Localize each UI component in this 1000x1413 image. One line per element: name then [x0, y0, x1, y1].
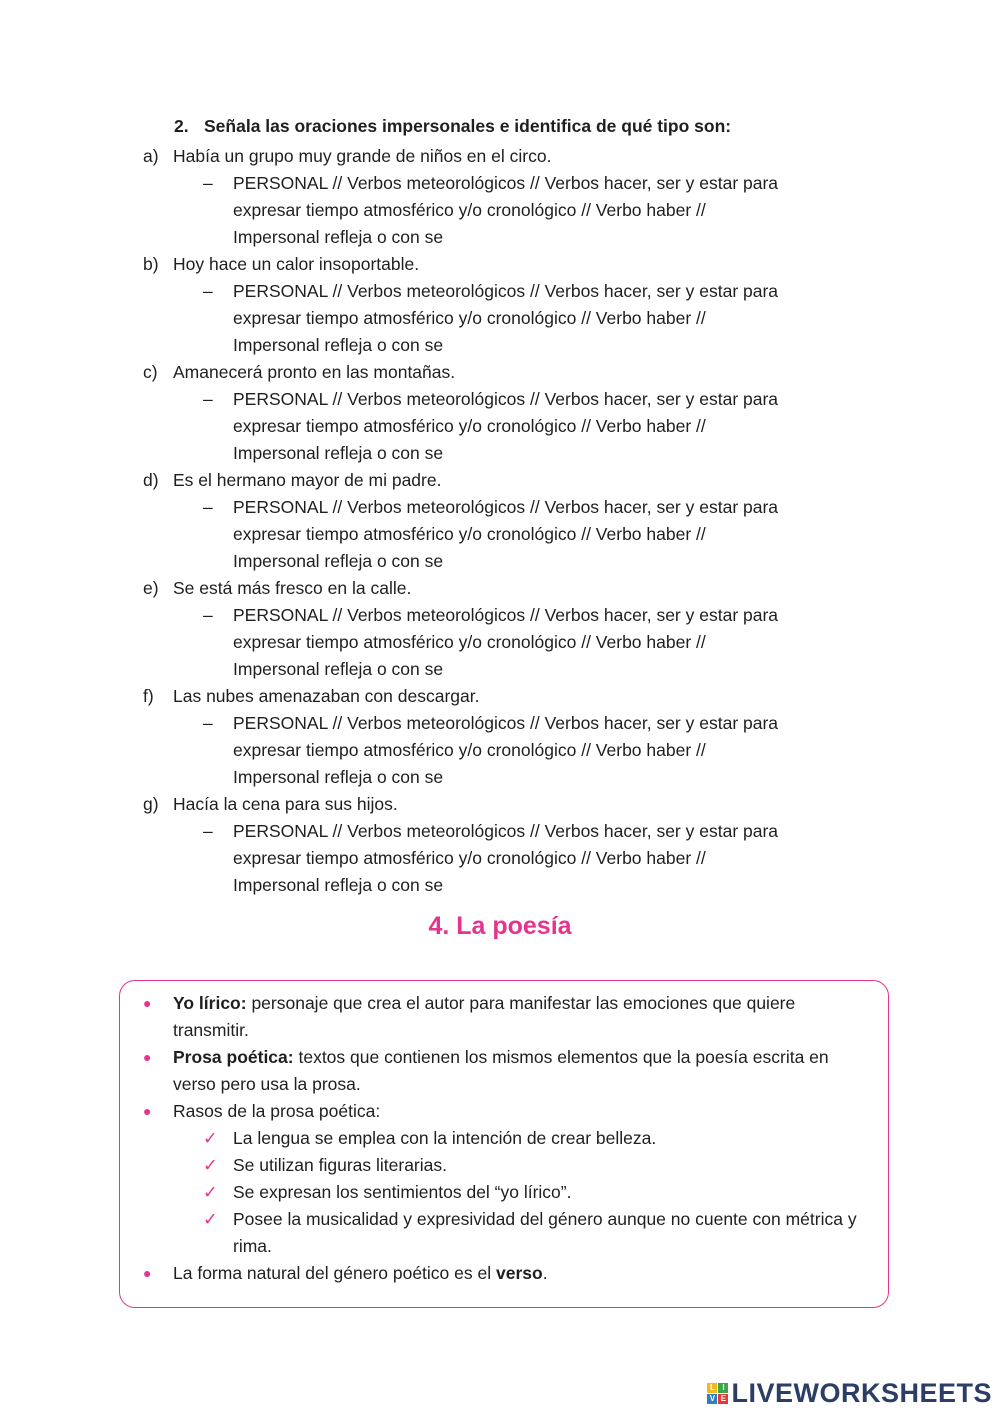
list-item: [143, 143, 863, 251]
bullet-item: ● Prosa poética: textos que contienen los mismos elementos que la poesía escrita en verso pero usa la prosa.: [143, 1044, 863, 1098]
item-options[interactable]: – PERSONAL // Verbos meteorológicos // Verbos hacer, ser y estar para expresar tiempo atmosférico y/o cronológico // Verbo haber // Impersonal refleja o con se: [203, 821, 779, 895]
item-sentence: Se está más fresco en la calle.: [173, 578, 412, 598]
bullet-item: ● Rasos de la prosa poética:: [143, 1098, 863, 1125]
list-item: [143, 359, 863, 467]
item-options[interactable]: – PERSONAL // Verbos meteorológicos // Verbos hacer, ser y estar para expresar tiempo atmosférico y/o cronológico // Verbo haber // Impersonal refleja o con se: [203, 173, 779, 247]
bullet-icon: ●: [143, 1049, 152, 1065]
item-letter: f): [143, 686, 154, 706]
checkmark-icon: ✓: [203, 1209, 218, 1229]
list-item: [143, 791, 863, 899]
check-item: ✓ La lengua se emplea con la intención de crear belleza.: [143, 1125, 863, 1152]
list-item: [143, 251, 863, 359]
bullet-icon: ●: [143, 1265, 152, 1281]
bullet-icon: ●: [143, 995, 152, 1011]
item-options[interactable]: – PERSONAL // Verbos meteorológicos // Verbos hacer, ser y estar para expresar tiempo atmosférico y/o cronológico // Verbo haber // Impersonal refleja o con se: [203, 281, 779, 355]
item-options[interactable]: – PERSONAL // Verbos meteorológicos // Verbos hacer, ser y estar para expresar tiempo atmosférico y/o cronológico // Verbo haber // Impersonal refleja o con se: [203, 605, 779, 679]
checkmark-icon: ✓: [203, 1128, 218, 1148]
item-sentence: Hacía la cena para sus hijos.: [173, 794, 398, 814]
item-options[interactable]: – PERSONAL // Verbos meteorológicos // Verbos hacer, ser y estar para expresar tiempo atmosférico y/o cronológico // Verbo haber // Impersonal refleja o con se: [203, 713, 779, 787]
exercise-title: [174, 116, 731, 137]
item-letter: g): [143, 794, 159, 814]
item-sentence: Es el hermano mayor de mi padre.: [173, 470, 442, 490]
exercise-items: [143, 143, 863, 899]
item-letter: c): [143, 362, 158, 382]
exercise-number: 2.: [174, 116, 189, 136]
list-item: [143, 467, 863, 575]
bullet-item: ● Yo lírico: personaje que crea el autor para manifestar las emociones que quiere transmitir.: [143, 990, 863, 1044]
item-letter: b): [143, 254, 159, 274]
item-options[interactable]: – PERSONAL // Verbos meteorológicos // Verbos hacer, ser y estar para expresar tiempo atmosférico y/o cronológico // Verbo haber // Impersonal refleja o con se: [203, 497, 779, 571]
item-letter: d): [143, 470, 159, 490]
list-item: [143, 683, 863, 791]
item-letter: a): [143, 146, 159, 166]
bullet-icon: ●: [143, 1103, 152, 1119]
logo-text: LIVEWORKSHEETS: [731, 1378, 992, 1408]
term: verso: [495, 1263, 543, 1283]
checkmark-icon: ✓: [203, 1155, 218, 1175]
item-letter: e): [143, 578, 159, 598]
exercise-title-text: Señala las oraciones impersonales e identifica de qué tipo son:: [204, 116, 732, 136]
bullet-item: ● La forma natural del género poético es el verso.: [143, 1260, 863, 1287]
section-title: 4. La poesía: [428, 912, 572, 940]
list-item: [143, 575, 863, 683]
check-item: ✓ Se utilizan figuras literarias.: [143, 1152, 863, 1179]
check-item: ✓ Posee la musicalidad y expresividad del género aunque no cuente con métrica y rima.: [143, 1206, 863, 1260]
logo-mark-icon: L I V E: [707, 1383, 728, 1404]
item-options[interactable]: – PERSONAL // Verbos meteorológicos // Verbos hacer, ser y estar para expresar tiempo atmosférico y/o cronológico // Verbo haber // Impersonal refleja o con se: [203, 389, 779, 463]
check-item: ✓ Se expresan los sentimientos del “yo lírico”.: [143, 1179, 863, 1206]
item-sentence: Amanecerá pronto en las montañas.: [173, 362, 456, 382]
term: Yo lírico:: [173, 993, 247, 1013]
definition-list: [143, 990, 863, 1287]
term: Prosa poética:: [173, 1047, 294, 1067]
item-sentence: Hoy hace un calor insoportable.: [173, 254, 420, 274]
liveworksheets-logo: [707, 1378, 992, 1409]
checkmark-icon: ✓: [203, 1182, 218, 1202]
item-sentence: Las nubes amenazaban con descargar.: [173, 686, 480, 706]
item-sentence: Había un grupo muy grande de niños en el circo.: [173, 146, 552, 166]
